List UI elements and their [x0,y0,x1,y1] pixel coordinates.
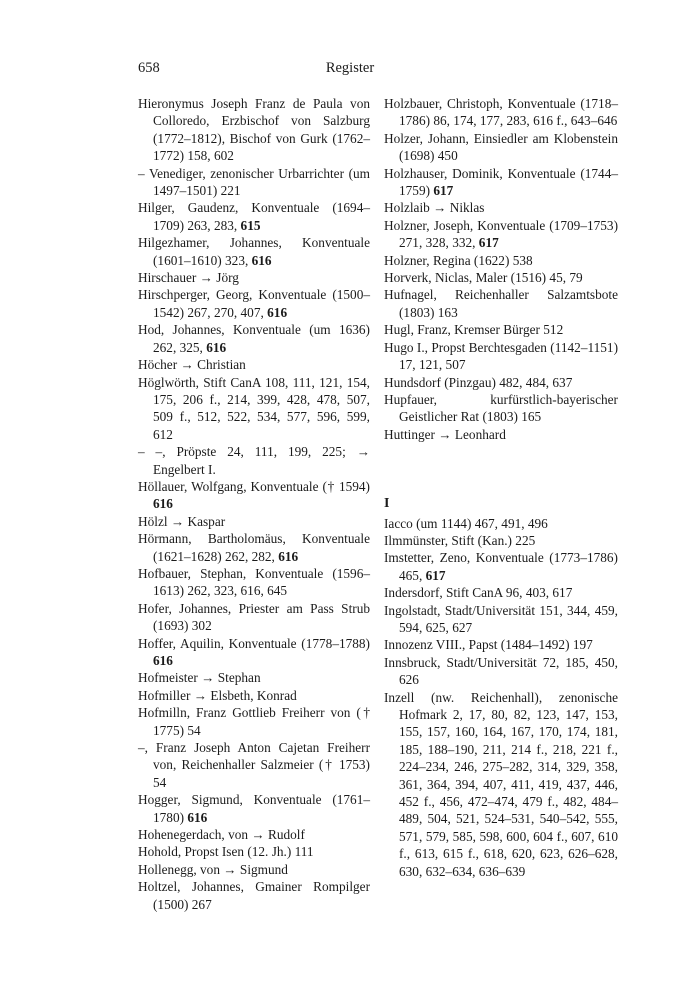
index-entry [138,565,370,600]
index-entry [138,374,370,444]
index-entry-text: Höcher → Christian [138,357,246,373]
index-entry [384,602,618,637]
index-entry-main-page: 616 [267,304,288,320]
index-entry [138,739,370,791]
index-entry [138,269,370,286]
index-entry [384,269,618,286]
index-entry-text: Holzner, Regina (1622) 538 [384,252,533,268]
index-entry [384,654,618,689]
index-entry [138,791,370,826]
section-letter: I [384,496,390,512]
index-entry-text: Hugl, Franz, Kremser Bürger 512 [384,322,564,338]
index-entry-text: Iacco (um 1144) 467, 491, 496 [384,515,548,531]
index-entry-text: Ingolstadt, Stadt/Universität 151, 344, 459, 594, 625, 627 [384,602,618,635]
index-entry-text: Innsbruck, Stadt/Universität 72, 185, 450, 626 [384,654,618,688]
index-entry-text: Hohenegerdach, von → Rudolf [138,827,305,843]
index-entry [138,286,370,321]
index-entry [384,532,618,549]
index-entry [384,130,618,165]
index-entry-text: Hirschperger, Georg, Konventuale (1500–1542) 267, 270, 407, [138,287,370,320]
index-entry [384,339,618,374]
index-entry [138,878,370,913]
index-entry [138,826,370,843]
index-entry-text: Holzer, Johann, Einsiedler am Klobenstein (1698) 450 [384,130,618,164]
index-entry-text: –, Franz Joseph Anton Cajetan Freiherr von, Reichenhaller Salzmeier († 1753) 54 [138,740,370,790]
index-entry-main-page: 616 [278,548,299,564]
index-entry-text: Inzell (nw. Reichenhall), zenonische Hofmark 2, 17, 80, 82, 123, 147, 153, 155, 157, 160, 164, 167, 170, 174, 181, 185, 188–190, 211, 214 f., 218, 221 f., 224–234, 246, 275–282, 314, 329, 358, 361, 364, 394, 407, 411, 419, 437, 446, 452 f., 456, 472–474, 479 f., 482, 484–489, 504, 521, 524–531, 540–542, 555, 571, 579, 585, 598, 600, 604 f., 607, 610 f., 613, 615 f., 618, 620, 623, 626–628, 630, 632–634, 636–639 [384,689,618,879]
index-entry [138,843,370,860]
index-entry-main-page: 617 [433,183,454,199]
index-entry [384,252,618,269]
index-entry-text: Huttinger → Leonhard [384,426,506,442]
index-entry [138,669,370,686]
index-entry-text: Hieronymus Joseph Franz de Paula von Colloredo, Erzbischof von Salzburg (1772–1812), Bischof von Gurk (1762–1772) 158, 602 [138,96,370,164]
index-entry [384,549,618,584]
index-entry-text: Hufnagel, Reichenhaller Salzamtsbote (1803) 163 [384,287,618,320]
index-entry-text: Ilmmünster, Stift (Kan.) 225 [384,532,536,548]
index-entry [138,687,370,704]
index-entry-main-page: 617 [478,235,499,251]
index-entry [384,95,618,130]
index-entry-text: Hugo I., Propst Berchtesgaden (1142–1151) 17, 121, 507 [384,339,618,373]
index-entry [138,234,370,269]
index-entry [384,391,618,426]
index-entry-text: Hofmeister → Stephan [138,670,261,686]
index-entry-text: Innozenz VIII., Papst (1484–1492) 197 [384,637,593,653]
index-entry [138,600,370,635]
index-entry-text: Hollenegg, von → Sigmund [138,861,288,877]
index-entry-text: Indersdorf, Stift CanA 96, 403, 617 [384,585,573,601]
index-entry-text: Holzbauer, Christoph, Konventuale (1718–1786) 86, 174, 177, 283, 616 f., 643–646 [384,96,618,129]
index-entry-text: Hofmilln, Franz Gottlieb Freiherr von († 1775) 54 [138,705,370,738]
index-entry [138,861,370,878]
index-entry-text: – Venediger, zenonischer Urbarrichter (um 1497–1501) 221 [138,165,370,199]
index-entry [138,321,370,356]
index-entry [384,426,618,443]
index-entry [384,321,618,338]
index-entry [138,95,370,165]
index-entry-main-page: 616 [251,252,272,268]
index-entry-text: Hohold, Propst Isen (12. Jh.) 111 [138,844,314,860]
index-entry [138,530,370,565]
index-entry-text: Horverk, Niclas, Maler (1516) 45, 79 [384,270,583,286]
page-number: 658 [138,60,160,76]
index-entry [138,704,370,739]
index-entry [138,356,370,373]
index-entry-main-page: 615 [240,217,261,233]
index-entry [384,165,618,200]
running-head: Register [325,60,375,76]
index-entry-text: Holzlaib → Niklas [384,200,485,216]
index-entry [138,165,370,200]
index-entry [384,515,618,532]
index-entry [138,199,370,234]
index-entry [138,513,370,530]
index-column-right [384,95,618,880]
index-entry-text: Hupfauer, kurfürstlich-bayerischer Geistlicher Rat (1803) 165 [384,391,618,425]
index-entry-text: Hirschauer → Jörg [138,270,239,286]
index-entry [384,217,618,252]
index-entry-text: Hundsdorf (Pinzgau) 482, 484, 637 [384,374,573,390]
index-entry-main-page: 616 [153,496,173,512]
index-entry-text: Hofmiller → Elsbeth, Konrad [138,687,297,703]
index-entry-text: Holzner, Joseph, Konventuale (1709–1753) 271, 328, 332, [384,217,618,251]
index-entry-text: Hogger, Sigmund, Konventuale (1761–1780) [138,792,370,825]
index-entry [384,286,618,321]
index-entry-text: Höglwörth, Stift CanA 108, 111, 121, 154, 175, 206 f., 214, 399, 428, 478, 507, 509 f., 512, 522, 534, 577, 596, 599, 612 [138,374,370,442]
index-entry-main-page: 616 [206,339,227,355]
index-entry [384,689,618,880]
index-entry-main-page: 617 [425,567,446,583]
index-entry-text: Imstetter, Zeno, Konventuale (1773–1786) 465, [384,550,618,583]
index-entry [384,199,618,216]
index-entry-text: Hölzl → Kaspar [138,513,226,529]
index-entry-text: Hoffer, Aquilin, Konventuale (1778–1788) [138,635,370,651]
index-entry-text: Höllauer, Wolfgang, Konventuale († 1594) [138,478,370,494]
index-entry-text: Hilgezhamer, Johannes, Konventuale (1601–1610) 323, [138,235,370,268]
index-entry-text: Hod, Johannes, Konventuale (um 1636) 262, 325, [138,322,370,355]
index-entry-text: Hofer, Johannes, Priester am Pass Strub (1693) 302 [138,600,370,634]
index-entry-text: Hofbauer, Stephan, Konventuale (1596–1613) 262, 323, 616, 645 [138,565,370,599]
index-entry-text: – –, Pröpste 24, 111, 199, 225; → Engelbert I. [138,444,370,477]
index-entry-text: Hilger, Gaudenz, Konventuale (1694–1709) 263, 283, [138,200,370,233]
index-entry-main-page: 616 [153,653,173,668]
index-entry-text: Hörmann, Bartholomäus, Konventuale (1621–1628) 262, 282, [138,531,370,564]
index-entry [138,443,370,478]
index-entry [384,374,618,391]
index-entry-main-page: 616 [187,809,208,825]
index-entry [384,636,618,653]
index-entry [138,478,370,513]
index-entry [384,584,618,601]
index-entry [138,635,370,670]
index-entry-text: Holzhauser, Dominik, Konventuale (1744–1759) [384,165,618,199]
index-entry-text: Holtzel, Johannes, Gmainer Rompilger (1500) 267 [138,879,370,912]
index-column-left [138,95,370,913]
